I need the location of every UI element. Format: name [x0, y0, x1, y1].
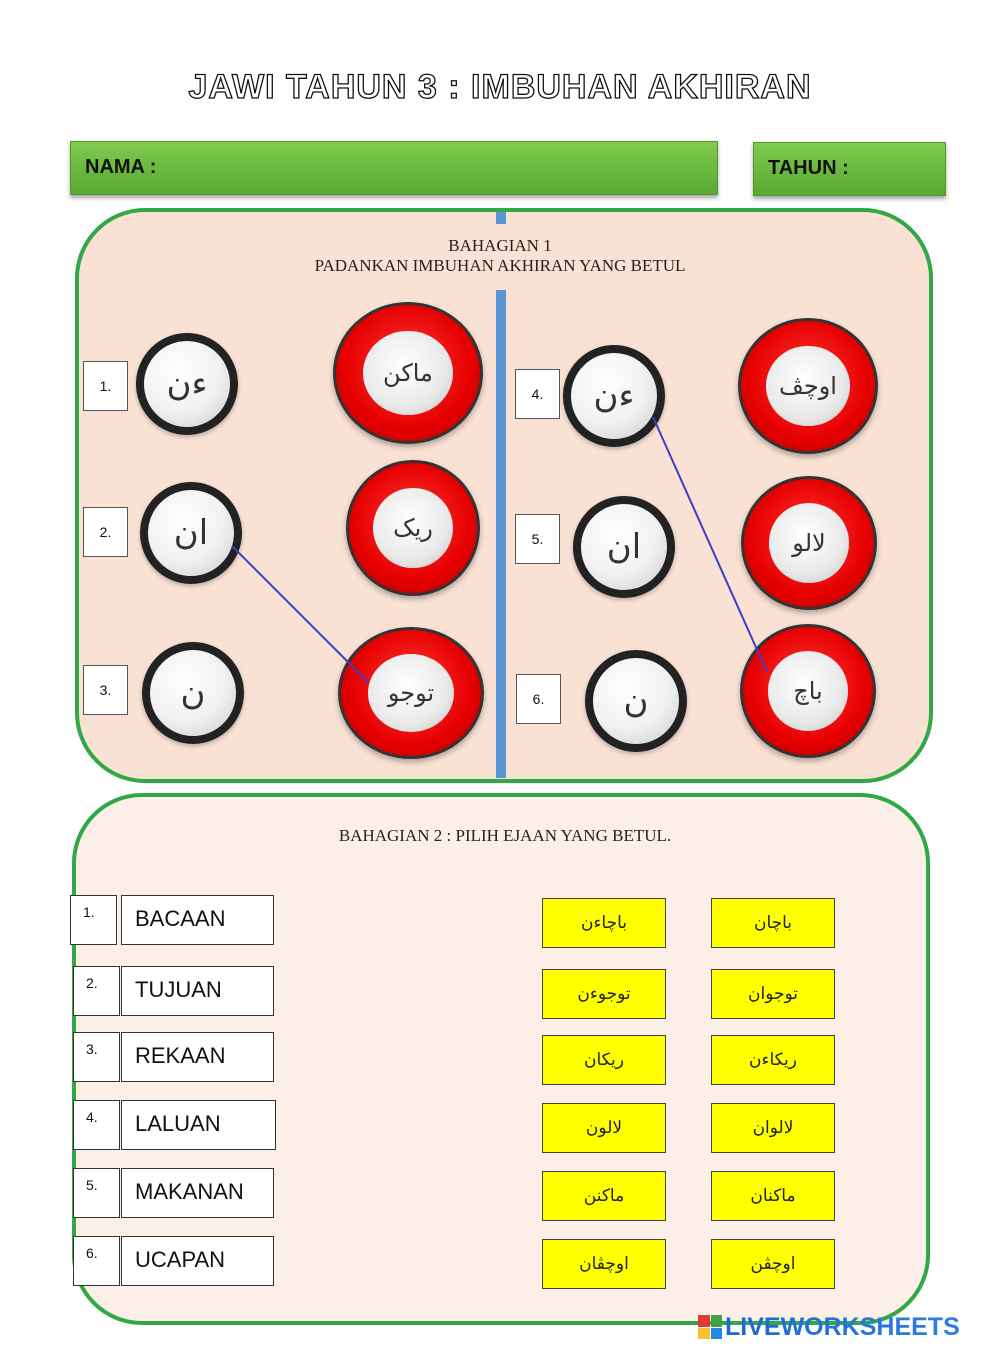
option-4a[interactable]: لالون — [542, 1103, 666, 1153]
word-number-4: 4. — [73, 1100, 120, 1150]
suffix-text-1: ءن — [166, 364, 208, 404]
option-3a[interactable]: ريکان — [542, 1035, 666, 1085]
word-box-1: BACAAN — [121, 895, 274, 945]
word-box-4: LALUAN — [121, 1100, 276, 1150]
suffix-text-6: ن — [623, 681, 649, 721]
root-text-3: توجو — [368, 654, 455, 732]
match-line-4-6 — [653, 417, 767, 672]
option-2a[interactable]: توجوءن — [542, 969, 666, 1019]
liveworksheets-logo — [698, 1310, 960, 1344]
section1-heading-line1: BAHAGIAN 1 — [448, 236, 552, 255]
match-number-3: 3. — [83, 665, 128, 715]
word-number-2: 2. — [73, 966, 120, 1016]
suffix-text-2: ان — [173, 513, 209, 553]
word-number-5: 5. — [73, 1168, 120, 1218]
logo-text: LIVEWORKSHEETS — [725, 1312, 960, 1341]
nama-label: NAMA : — [85, 156, 157, 178]
tahun-label: TAHUN : — [768, 157, 849, 179]
option-5b[interactable]: ماكنان — [711, 1171, 835, 1221]
option-1b[interactable]: باچان — [711, 898, 835, 948]
word-box-2: TUJUAN — [121, 966, 274, 1016]
option-4b[interactable]: لالوان — [711, 1103, 835, 1153]
section2-heading: BAHAGIAN 2 : PILIH EJAAN YANG BETUL. — [338, 826, 672, 845]
word-number-3: 3. — [73, 1032, 120, 1082]
match-number-4: 4. — [515, 369, 560, 419]
match-number-6: 6. — [516, 674, 561, 724]
root-text-4: اوچڤ — [766, 346, 849, 427]
match-line-2-3 — [232, 546, 368, 682]
liveworksheets-logo-icon — [698, 1315, 722, 1339]
option-5a[interactable]: ماكنن — [542, 1171, 666, 1221]
match-number-1: 1. — [83, 361, 128, 411]
suffix-text-3: ن — [180, 673, 206, 713]
option-1a[interactable]: باچاءن — [542, 898, 666, 948]
word-box-3: REKAAN — [121, 1032, 274, 1082]
word-number-6: 6. — [73, 1236, 120, 1286]
root-text-1: ماكن — [363, 331, 452, 415]
root-text-6: باچ — [768, 651, 849, 730]
suffix-text-4: ءن — [593, 376, 635, 416]
word-box-5: MAKANAN — [121, 1168, 274, 1218]
root-text-5: لالو — [769, 503, 850, 582]
match-number-5: 5. — [515, 514, 560, 564]
word-number-1: 1. — [70, 895, 117, 945]
word-box-6: UCAPAN — [121, 1236, 274, 1286]
option-6b[interactable]: اوچڤن — [711, 1239, 835, 1289]
section1-heading-line2: PADANKAN IMBUHAN AKHIRAN YANG BETUL — [314, 256, 686, 275]
option-6a[interactable]: اوچڤان — [542, 1239, 666, 1289]
page-title: JAWI TAHUN 3 : IMBUHAN AKHIRAN — [188, 68, 812, 106]
root-text-2: ريک — [373, 488, 452, 569]
option-2b[interactable]: توجوان — [711, 969, 835, 1019]
match-number-2: 2. — [83, 507, 128, 557]
suffix-text-5: ان — [606, 527, 642, 567]
option-3b[interactable]: ريکاءن — [711, 1035, 835, 1085]
